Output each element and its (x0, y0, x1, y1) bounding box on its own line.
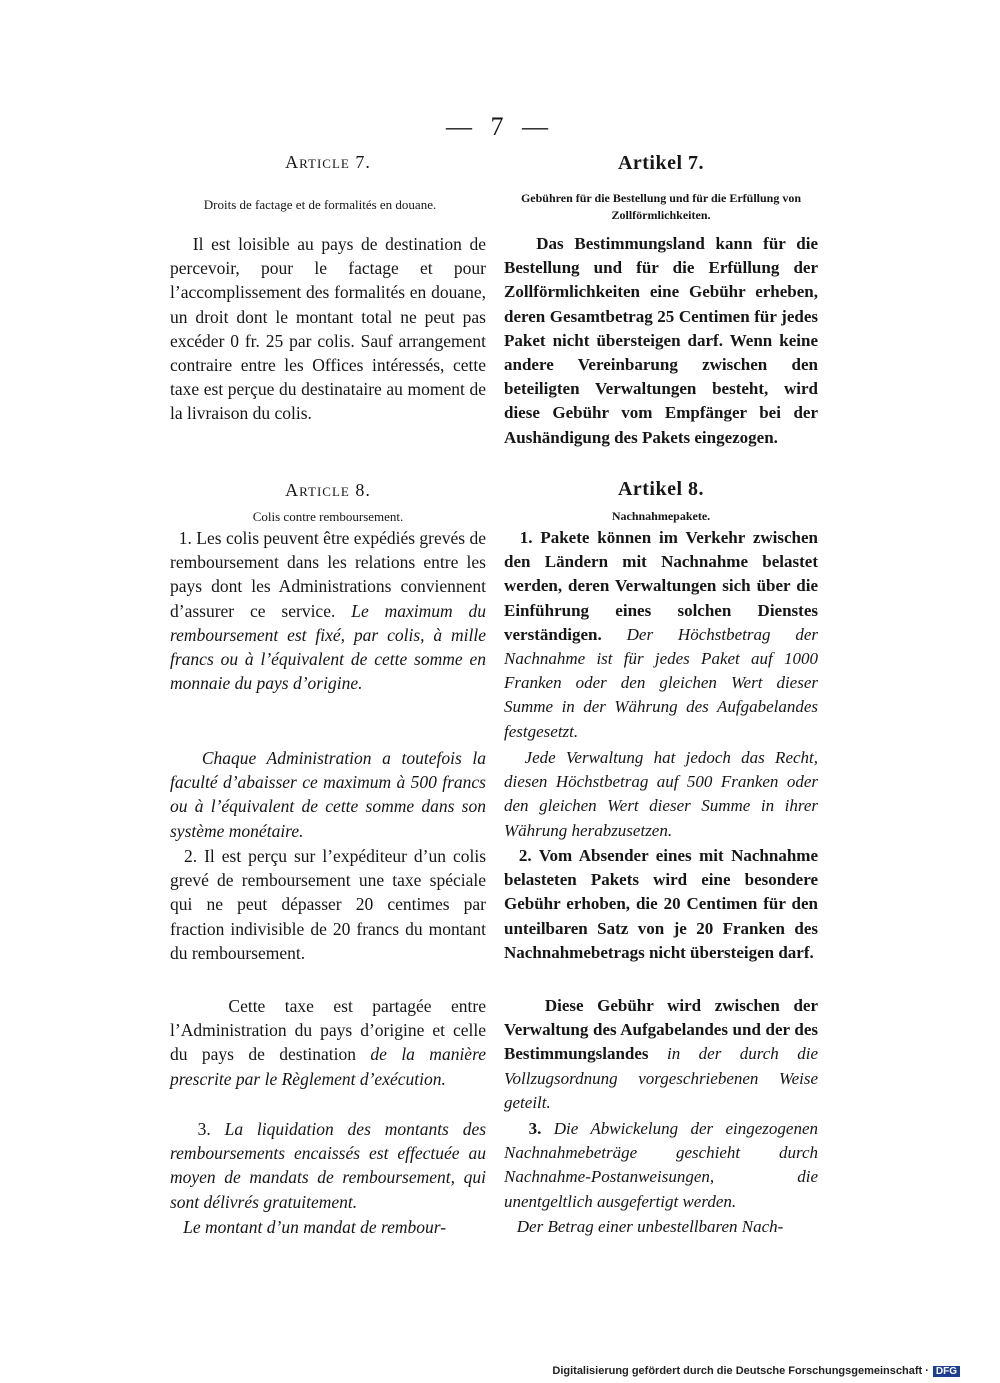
fr-article-7-paragraph: Il est loisible au pays de destination de percevoir, pour le factage et pour l’accomplissement des formalités en douane, un droit dont le montant total ne peut pas excéder 0 fr. 25 par colis. Sauf arrangement contraire entre les Offices intéressés, cette taxe est perçue du destinataire au moment de la livraison du colis. (170, 234, 487, 424)
fr-article-8-paragraph-6: Le montant d’un mandat de rembour- (183, 1217, 447, 1237)
de-article-7-paragraph: Das Bestimmungsland kann für die Bestellung und für die Erfüllung der Zollförmlichkeiten eine Gebühr erheben, deren Gesamtbetrag 25 Centimen für jedes Paket nicht übersteigen darf. Wenn keine andere Vereinbarung zwischen den beteiligten Verwaltungen besteht, wird diese Gebühr vom Empfänger bei der Aushändigung des Pakets eingezogen. (504, 234, 819, 447)
fr-article-7-heading: Article 7. (285, 152, 371, 172)
page-number: — 7 — (446, 112, 554, 141)
fr-article-8-paragraph-3: 2. Il est perçu sur l’expéditeur d’un colis grevé de remboursement une taxe spéciale qui ne peut dépasser 20 centimes par fraction indivisible de 20 francs du montant du remboursement. (170, 846, 487, 963)
fr-article-8-subheading: Colis contre remboursement. (252, 509, 404, 524)
fr-article-8-paragraph-5: 3. La liquidation des montants des remboursements encaissés est effectuée au moyen de mandats de remboursement, qui sont délivrés gratuitement. (170, 1119, 487, 1212)
footer-text: Digitalisierung gefördert durch die Deutsche Forschungsgemeinschaft · (552, 1365, 929, 1377)
fr-article-7-subheading: Droits de factage et de formalités en douane. (203, 197, 437, 212)
de-article-8-paragraph-5: 3. Die Abwickelung der eingezogenen Nachnahmebeträge geschieht durch Nachnahme-Postanweisungen, die unentgeltlich ausgefertigt werden. (504, 1119, 818, 1211)
fr-article-8-heading: Article 8. (285, 480, 371, 500)
digitization-footer (552, 1365, 960, 1377)
de-article-7-subheading: Gebühren für die Bestellung und für die Erfüllung von Zollförmlichkeiten. (520, 191, 802, 222)
de-article-8-paragraph-6: Der Betrag einer unbestellbaren Nach- (516, 1217, 784, 1236)
de-article-8-paragraph-4: Diese Gebühr wird zwischen der Verwaltung des Aufgabelandes und der des Bestimmungslandes in der durch die Vollzugsordnung vorgeschriebenen Weise geteilt. (504, 996, 819, 1112)
de-article-7-heading: Artikel 7. (617, 152, 705, 174)
fr-article-8-paragraph-4: Cette taxe est partagée entre l’Administration du pays d’origine et celle du pays de destination de la manière prescrite par le Règlement d’exécution. (170, 996, 487, 1089)
de-article-8-paragraph-3: 2. Vom Absender eines mit Nachnahme belasteten Pakets wird eine besondere Gebühr erhoben, die 20 Centimen für den unteilbaren Satz von je 20 Franken des Nachnahmebetrags nicht übersteigen darf. (504, 846, 818, 962)
de-article-8-heading: Artikel 8. (617, 478, 705, 500)
de-article-8-subheading: Nachnahmepakete. (611, 509, 711, 523)
fr-article-8-paragraph-2: Chaque Administration a toutefois la faculté d’abaisser ce maximum à 500 francs ou à l’équivalent de cette somme dans son système monétaire. (170, 748, 486, 841)
dfg-logo: DFG (933, 1366, 960, 1377)
fr-article-8-paragraph-1: 1. Les colis peuvent être expédiés grevés de remboursement dans les relations entre les pays dont les Administrations conviennent d’assurer ce service. Le maximum du remboursement est fixé, par colis, à mille francs ou à l’équivalent de cette somme en monnaie du pays d’origine. (170, 528, 486, 694)
de-article-8-paragraph-2: Jede Verwaltung hat jedoch das Recht, diesen Höchstbetrag auf 500 Franken oder den gleichen Wert dieser Summe in ihrer Währung herabzusetzen. (504, 748, 819, 840)
de-article-8-paragraph-1: 1. Pakete können im Verkehr zwischen den Ländern mit Nachnahme belastet werden, deren Verwaltungen sich über die Einführung eines solchen Dienstes verständigen. Der Höchstbetrag der Nachnahme ist für jedes Paket auf 1000 Franken oder den gleichen Wert dieser Summe in der Währung des Aufgabelandes festgesetzt. (504, 528, 818, 741)
